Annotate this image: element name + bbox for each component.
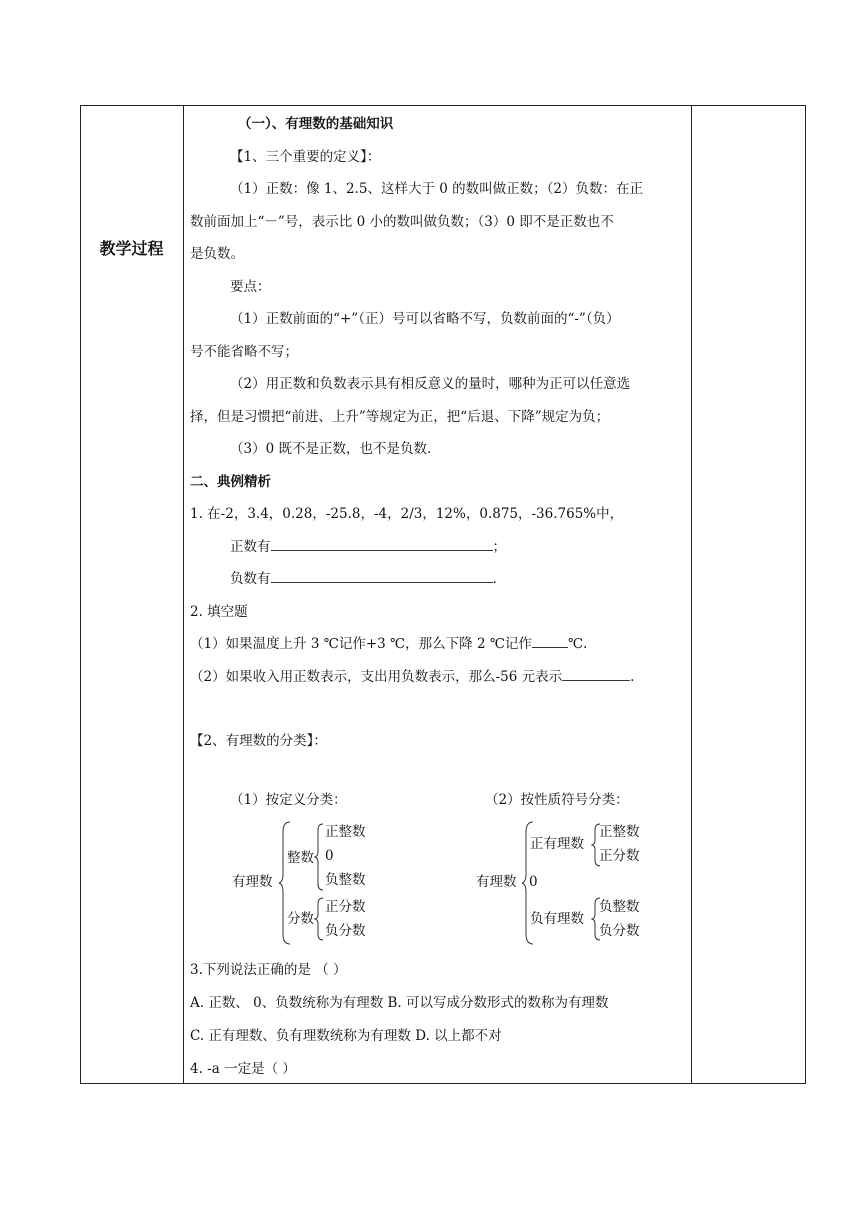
temperature-answer-blank[interactable] [532, 631, 568, 648]
question-1-negative-line [190, 563, 688, 596]
definitions-subheading: 【1、三个重要的定义】： [230, 148, 381, 165]
diagram1-fraction-brace [314, 896, 324, 942]
keypoint-line-5: （3）0 既不是正数，也不是负数. [230, 441, 432, 457]
table-divider-1 [183, 105, 184, 1084]
negative-label: 负数有 [230, 571, 271, 587]
expense-answer-blank[interactable] [562, 664, 630, 681]
row-label: 教学过程 [99, 239, 164, 258]
table-bottom-border [80, 1083, 806, 1084]
diagram1-root: 有理数 [232, 874, 273, 890]
classification-by-definition-title: （1）按定义分类： [230, 792, 347, 808]
question-1-positive-line [190, 531, 688, 564]
classification-subheading: 【2、有理数的分类】： [190, 733, 327, 749]
question-2-part-2 [190, 661, 688, 694]
negative-line-end: . [492, 571, 497, 587]
question-2: 2. 填空题 [190, 603, 248, 620]
keypoint-line-4: 择，但是习惯把“前进、上升”等规定为正，把“后退、下降”规定为负； [190, 408, 610, 425]
question-2-part-1-text: （1）如果温度上升 3 ℃记作+3 ℃，那么下降 2 ℃记作 [190, 636, 532, 652]
diagram1-negative-fraction: 负分数 [325, 923, 366, 939]
diagram1-positive-fraction: 正分数 [325, 899, 366, 915]
diagram1-fraction-label: 分数 [287, 911, 314, 927]
section2-heading: 二、典例精析 [190, 473, 271, 490]
definition-line-3: 是负数。 [190, 246, 244, 262]
table-top-border [80, 105, 806, 106]
diagram1-positive-integer: 正整数 [325, 824, 366, 840]
question-1: 1. 在-2，3.4，0.28，-25.8，-4，2/3，12%，0.875，-36.765%中， [190, 506, 624, 522]
spacer [190, 693, 688, 725]
diagram2-positive-rational: 正有理数 [530, 836, 584, 852]
diagram2-positive-brace [591, 822, 601, 868]
question-2-part-2-end: . [630, 668, 635, 685]
question-2-part-2-text: （2）如果收入用正数表示，支出用负数表示，那么-56 元表示 [190, 668, 563, 685]
table-right-border [805, 105, 806, 1084]
diagram2-positive-fraction: 正分数 [599, 848, 640, 864]
diagram1-negative-integer: 负整数 [325, 872, 366, 888]
question-2-part-1 [190, 628, 688, 661]
diagram1-zero: 0 [325, 848, 334, 864]
section1-heading: （一）、有理数的基础知识 [238, 116, 394, 132]
diagram2-positive-integer: 正整数 [599, 824, 640, 840]
diagram2-zero: 0 [529, 874, 538, 890]
definition-line-2: 数前面加上“－”号，表示比 0 小的数叫做负数；（3）0 即不是正数也不 [190, 213, 614, 230]
diagram1-root-brace [278, 820, 292, 946]
diagram2-negative-fraction: 负分数 [599, 923, 640, 939]
question-3-options-ab: A. 正数、 0、负数统称为有理数 B. 可以写成分数形式的数称为有理数 [190, 995, 609, 1011]
negative-answer-blank[interactable] [271, 566, 493, 583]
classification-by-sign-title: （2）按性质符号分类： [485, 792, 629, 808]
diagram2-root: 有理数 [476, 874, 517, 890]
table-divider-2 [691, 105, 692, 1084]
diagram1-integer-label: 整数 [287, 850, 314, 866]
diagram2-negative-integer: 负整数 [599, 899, 640, 915]
question-3-options-cd: C. 正有理数、负有理数统称为有理数 D. 以上都不对 [190, 1028, 502, 1044]
diagram2-negative-brace [591, 896, 601, 942]
question-3: 3.下列说法正确的是 （ ） [190, 962, 347, 978]
keypoint-line-3: （2）用正数和负数表示具有相反意义的量时，哪种为正可以任意选 [230, 376, 631, 392]
diagram1-integer-brace [314, 822, 324, 892]
keypoints-label: 要点： [230, 278, 271, 295]
keypoint-line-1: （1）正数前面的“+”（正）号可以省略不写，负数前面的“-”（负） [230, 311, 620, 327]
positive-answer-blank[interactable] [271, 534, 493, 551]
keypoint-line-2: 号不能省略不写； [190, 343, 298, 360]
diagram2-negative-rational: 负有理数 [530, 911, 584, 927]
lesson-content [190, 108, 688, 758]
diagram2-root-brace [521, 820, 535, 946]
definition-line-1: （1）正数：像 1、2.5、这样大于 0 的数叫做正数；（2）负数：在正 [230, 181, 643, 197]
positive-label: 正数有 [230, 538, 271, 555]
positive-line-end: ； [492, 538, 506, 555]
question-2-part-1-unit: ℃. [567, 636, 588, 652]
question-4: 4. -a 一定是（ ） [190, 1061, 296, 1077]
